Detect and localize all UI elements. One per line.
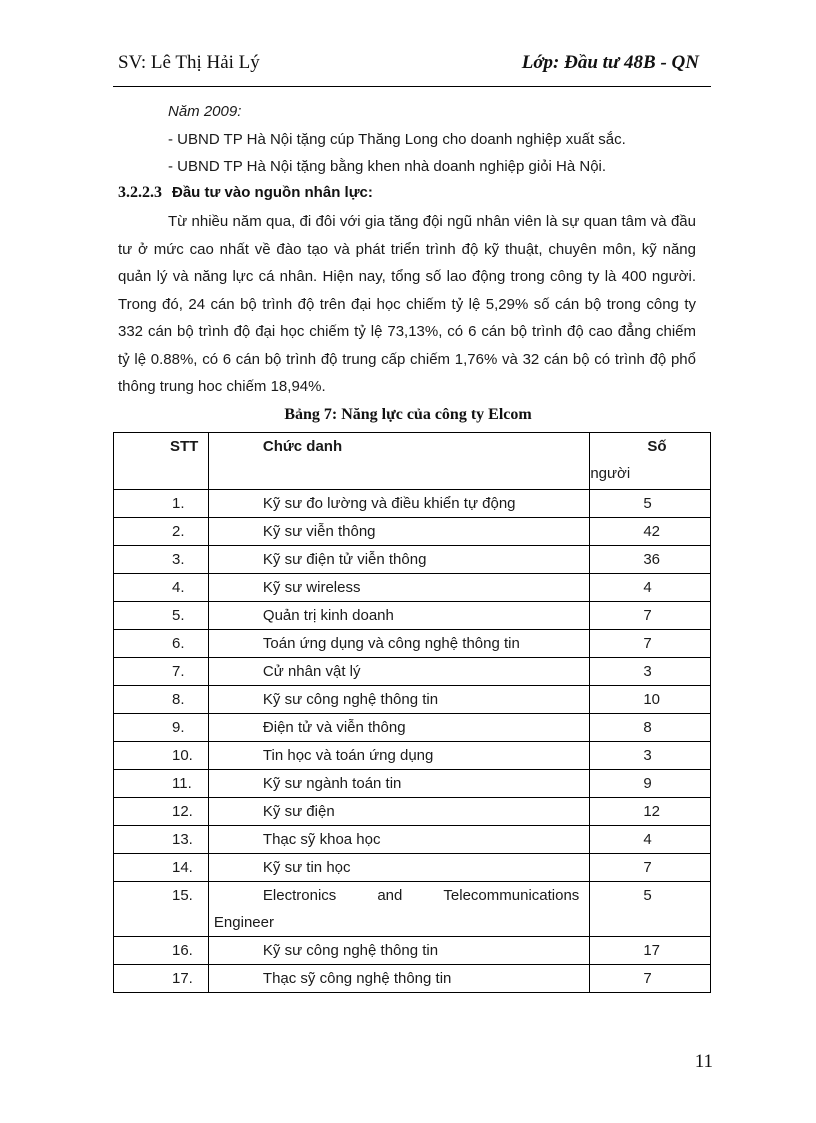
row-title: Điện tử và viễn thông [208,714,589,742]
table-row [114,546,711,574]
table-row [114,770,711,798]
row-count: 5 [590,882,711,937]
header-class: Lớp: Đầu tư 48B - QN [521,52,699,73]
table-row [114,686,711,714]
table-row [114,798,711,826]
row-count: 7 [590,602,711,630]
row-count: 4 [590,826,711,854]
row-title: Quản trị kinh doanh [208,602,589,630]
header-stt: STT [114,433,209,490]
row-stt: 8. [114,686,209,714]
row-count: 17 [590,937,711,965]
row-stt: 11. [114,770,209,798]
table-row [114,574,711,602]
row-count: 8 [590,714,711,742]
row-title: Kỹ sư đo lường và điều khiển tự động [208,490,589,518]
row-title: Kỹ sư công nghệ thông tin [208,686,589,714]
row-title-line1 [209,882,589,909]
page-number: 11 [694,1051,713,1072]
row-stt: 2. [114,518,209,546]
row-count: 12 [590,798,711,826]
row-stt: 7. [114,658,209,686]
row-title: Thạc sỹ khoa học [208,826,589,854]
row-count: 10 [590,686,711,714]
row-title: Kỹ sư ngành toán tin [208,770,589,798]
section-title: Đầu tư vào nguồn nhân lực: [172,184,373,201]
row-title-word: Electronics [262,887,337,904]
table-row [114,518,711,546]
row-stt: 16. [114,937,209,965]
row-stt: 13. [114,826,209,854]
row-stt: 15. [114,882,209,937]
row-stt: 3. [114,546,209,574]
table-row [114,965,711,993]
row-title-line2: Engineer [213,914,274,931]
row-stt: 14. [114,854,209,882]
row-count: 4 [590,574,711,602]
row-title: Kỹ sư điện tử viễn thông [208,546,589,574]
header-student: SV: Lê Thị Hải Lý [118,52,260,73]
row-title: Kỹ sư công nghệ thông tin [208,937,589,965]
row-count: 3 [590,658,711,686]
row-title: Cử nhân vật lý [208,658,589,686]
awards-year: Năm 2009: [168,103,242,120]
table-row [114,937,711,965]
row-count: 3 [590,742,711,770]
row-count: 9 [590,770,711,798]
table-row [114,490,711,518]
table-row [114,658,711,686]
row-count: 42 [590,518,711,546]
header-title: Chức danh [208,433,589,490]
row-title: Kỹ sư wireless [208,574,589,602]
row-count: 5 [590,490,711,518]
section-number: 3.2.2.3 [118,184,162,201]
row-count: 7 [590,630,711,658]
table-row [114,854,711,882]
table-row [114,742,711,770]
paragraph-text: Từ nhiều năm qua, đi đôi với gia tăng đội ngũ nhân viên là sự quan tâm và đầu tư ở mức cao nhất về đào tạo và phát triển trình độ kỹ thuật, chuyên môn, kỹ năng quản lý và năng lực cá nhân. Hiện nay, tổng số lao động trong công ty là 400 người. Trong đó, 24 cán bộ trình độ trên đại học chiếm tỷ lệ 5,29% số cán bộ trong công ty 332 cán bộ trình độ đại học chiếm tỷ lệ 73,13%, có 6 cán bộ trình độ cao đẳng chiếm tỷ lệ 0.88%, có 6 cán bộ trình độ trung cấp chiếm 1,76% và 32 cán bộ có trình độ phổ thông trung hoc chiếm 18,94%. [118,213,696,395]
row-count: 7 [590,965,711,993]
section-heading [118,184,373,202]
award-item: - UBND TP Hà Nội tặng cúp Thăng Long cho doanh nghiệp xuất sắc. [168,131,626,148]
table-caption: Bảng 7: Năng lực của công ty Elcom [284,406,532,423]
table-row [114,714,711,742]
table-row [114,630,711,658]
row-stt: 6. [114,630,209,658]
header-count-top: Số [647,438,667,455]
row-count: 36 [590,546,711,574]
row-title-word: Telecommunications [443,887,580,904]
body-paragraph [118,208,696,401]
header-count-bottom: người [590,465,631,482]
row-stt: 1. [114,490,209,518]
row-title: Kỹ sư tin học [208,854,589,882]
row-title [208,882,589,937]
header-count [590,433,711,490]
table-row [114,882,711,937]
table-row [114,602,711,630]
row-stt: 4. [114,574,209,602]
award-item: - UBND TP Hà Nội tặng bằng khen nhà doanh nghiệp giỏi Hà Nội. [168,158,607,175]
row-title: Kỹ sư điện [208,798,589,826]
row-count: 7 [590,854,711,882]
row-stt: 9. [114,714,209,742]
row-title-word: and [377,887,403,904]
row-stt: 10. [114,742,209,770]
table-header-row [114,433,711,490]
row-title: Tin học và toán ứng dụng [208,742,589,770]
row-title: Thạc sỹ công nghệ thông tin [208,965,589,993]
header-rule [113,86,711,87]
row-stt: 12. [114,798,209,826]
staff-table [113,432,711,993]
row-stt: 5. [114,602,209,630]
row-title: Kỹ sư viễn thông [208,518,589,546]
table-row [114,826,711,854]
row-stt: 17. [114,965,209,993]
row-title: Toán ứng dụng và công nghệ thông tin [208,630,589,658]
